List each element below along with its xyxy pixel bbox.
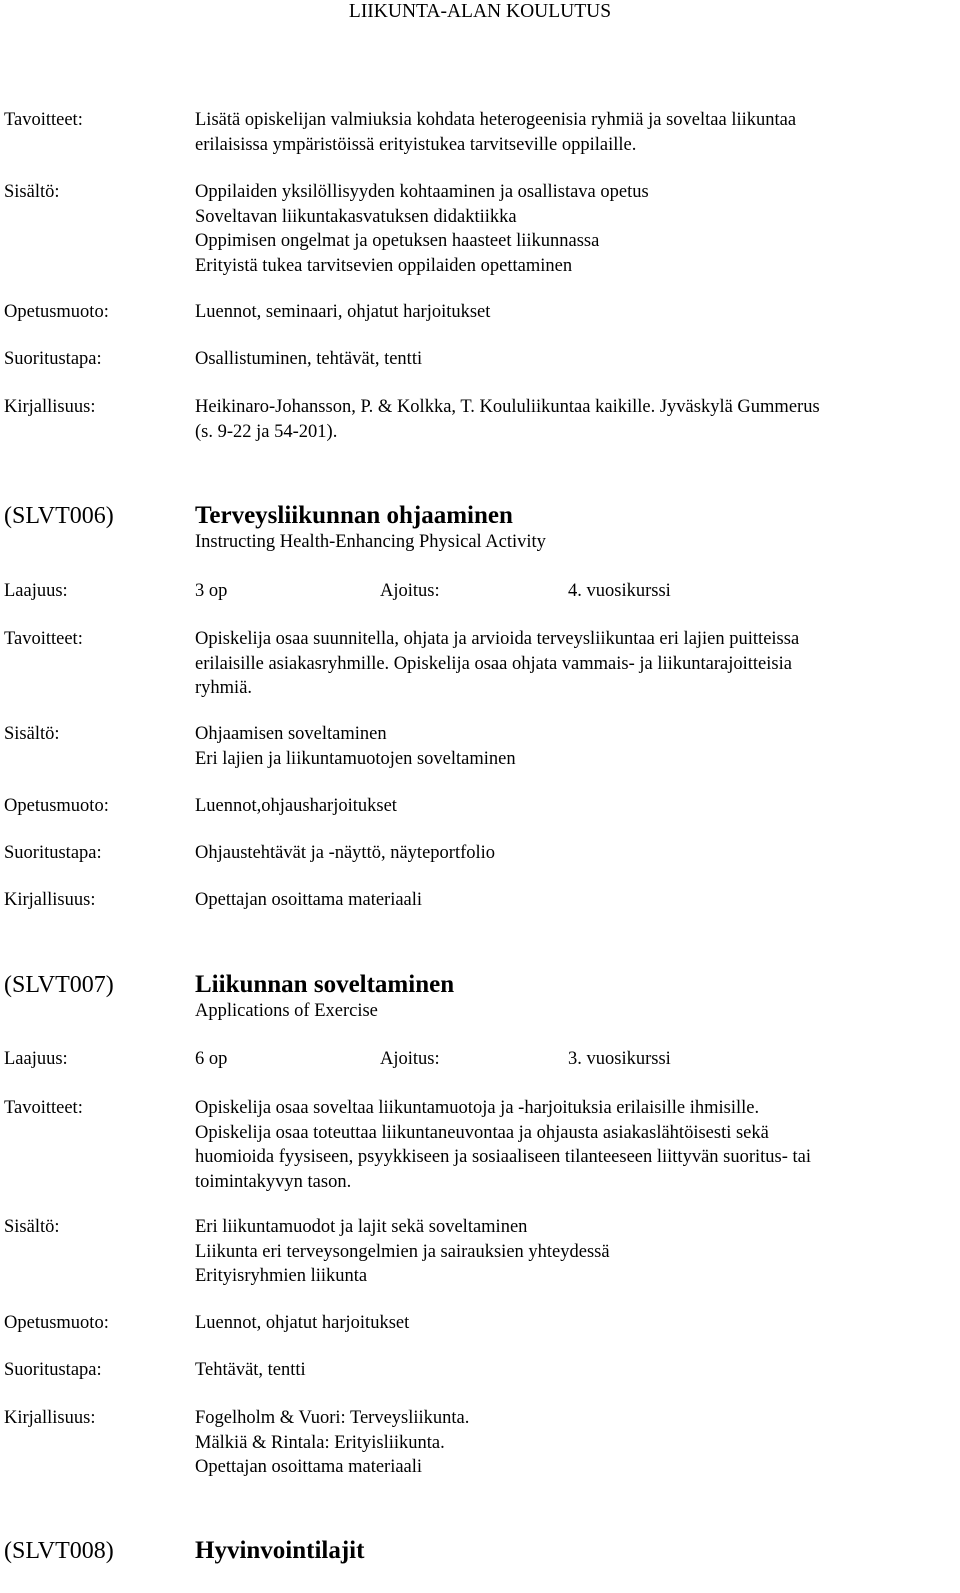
sisalto-item: Liikunta eri terveysongelmien ja sairauksien yhteydessä: [195, 1241, 610, 1262]
page-header: LIIKUNTA-ALAN KOULUTUS: [348, 1, 612, 22]
laajuus-label: Laajuus:: [4, 1049, 68, 1069]
tavoitteet-value: [195, 1096, 955, 1194]
sisalto-value: [195, 722, 955, 771]
laajuus-value: 3 op: [195, 581, 228, 601]
kirjallisuus-line: Heikinaro-Johansson, P. & Kolkka, T. Koululiikuntaa kaikille. Jyväskylä Gummerus: [195, 397, 820, 417]
kirjallisuus-line: (s. 9-22 ja 54-201).: [195, 421, 338, 442]
opetusmuoto-label: Opetusmuoto:: [4, 302, 109, 322]
sisalto-item: Eri lajien ja liikuntamuotojen soveltaminen: [195, 748, 516, 769]
kirjallisuus-label: Kirjallisuus:: [4, 1408, 96, 1428]
sisalto-item: Oppimisen ongelmat ja opetuksen haasteet liikunnassa: [195, 231, 600, 251]
kirjallisuus-label: Kirjallisuus:: [4, 890, 96, 910]
sisalto-label: Sisältö:: [4, 182, 60, 202]
tavoitteet-value: [195, 627, 955, 701]
sisalto-value: [195, 180, 955, 278]
sisalto-item: Ohjaamisen soveltaminen: [195, 724, 387, 744]
kirjallisuus-line: Opettajan osoittama materiaali: [195, 1457, 423, 1477]
laajuus-label: Laajuus:: [4, 581, 68, 601]
course-heading-slvt006: [4, 502, 956, 560]
tavoitteet-label: Tavoitteet:: [4, 110, 83, 130]
tavoitteet-line: huomioida fyysiseen, psyykkiseen ja sosiaaliseen tilanteeseen liittyvän suoritus- tai: [195, 1147, 812, 1167]
suoritustapa-value: Osallistuminen, tehtävät, tentti: [195, 349, 423, 369]
tavoitteet-line: Opiskelija osaa suunnitella, ohjata ja arvioida terveysliikuntaa eri lajien puitteissa: [195, 629, 800, 649]
suoritustapa-label: Suoritustapa:: [4, 1360, 102, 1380]
laajuus-value: 6 op: [195, 1049, 228, 1069]
suoritustapa-label: Suoritustapa:: [4, 843, 102, 863]
sisalto-item: Erityisryhmien liikunta: [195, 1266, 368, 1286]
suoritustapa-value: Ohjaustehtävät ja -näyttö, näyteportfolio: [195, 843, 496, 863]
course-subtitle: Instructing Health-Enhancing Physical Activity: [195, 532, 546, 552]
kirjallisuus-value: [195, 1406, 955, 1480]
suoritustapa-label: Suoritustapa:: [4, 349, 102, 369]
course-title: Liikunnan soveltaminen: [195, 971, 455, 998]
sisalto-item: Eri liikuntamuodot ja lajit sekä soveltaminen: [195, 1217, 528, 1237]
tavoitteet-line: Lisätä opiskelijan valmiuksia kohdata heterogeenisia ryhmiä ja soveltaa liikuntaa: [195, 110, 797, 130]
course-subtitle: Applications of Exercise: [195, 1001, 378, 1021]
kirjallisuus-value: [195, 395, 955, 444]
course-heading-slvt008: [4, 1537, 956, 1567]
opetusmuoto-value: Luennot, ohjatut harjoitukset: [195, 1313, 410, 1333]
sisalto-item: Soveltavan liikuntakasvatuksen didaktiikka: [195, 206, 517, 227]
course-title: Terveysliikunnan ohjaaminen: [195, 502, 513, 529]
tavoitteet-line: ryhmiä.: [195, 678, 253, 698]
tavoitteet-line: erilaisissa ympäristöissä erityistukea tarvitseville oppilaille.: [195, 134, 637, 155]
kirjallisuus-line: Mälkiä & Rintala: Erityisliikunta.: [195, 1432, 445, 1453]
kirjallisuus-label: Kirjallisuus:: [4, 397, 96, 417]
course-code: (SLVT006): [4, 503, 114, 529]
opetusmuoto-value: Luennot, seminaari, ohjatut harjoitukset: [195, 302, 491, 322]
ajoitus-value: 4. vuosikurssi: [568, 581, 671, 601]
kirjallisuus-line: Fogelholm & Vuori: Terveysliikunta.: [195, 1408, 470, 1428]
course-code: (SLVT007): [4, 972, 114, 998]
sisalto-label: Sisältö:: [4, 724, 60, 744]
sisalto-item: Oppilaiden yksilöllisyyden kohtaaminen ja osallistava opetus: [195, 182, 649, 202]
course-title: Hyvinvointilajit: [195, 1537, 365, 1564]
opetusmuoto-label: Opetusmuoto:: [4, 796, 109, 816]
ajoitus-label: Ajoitus:: [380, 581, 440, 601]
opetusmuoto-label: Opetusmuoto:: [4, 1313, 109, 1333]
tavoitteet-line: Opiskelija osaa toteuttaa liikuntaneuvontaa ja ohjausta asiakaslähtöisesti sekä: [195, 1122, 769, 1143]
sisalto-item: Erityistä tukea tarvitsevien oppilaiden opettaminen: [195, 255, 573, 276]
sisalto-value: [195, 1215, 955, 1289]
tavoitteet-label: Tavoitteet:: [4, 629, 83, 649]
tavoitteet-label: Tavoitteet:: [4, 1098, 83, 1118]
tavoitteet-line: Opiskelija osaa soveltaa liikuntamuotoja ja -harjoituksia erilaisille ihmisille.: [195, 1098, 760, 1118]
tavoitteet-line: toimintakyvyn tason.: [195, 1171, 352, 1192]
course-code: (SLVT008): [4, 1538, 114, 1564]
tavoitteet-line: erilaisille asiakasryhmille. Opiskelija osaa ohjata vammais- ja liikuntarajoitteisia: [195, 653, 792, 674]
opetusmuoto-value: Luennot,ohjausharjoitukset: [195, 796, 397, 816]
sisalto-label: Sisältö:: [4, 1217, 60, 1237]
ajoitus-value: 3. vuosikurssi: [568, 1049, 671, 1069]
ajoitus-label: Ajoitus:: [380, 1049, 440, 1069]
course-heading-slvt007: [4, 971, 956, 1029]
kirjallisuus-value: Opettajan osoittama materiaali: [195, 890, 423, 910]
suoritustapa-value: Tehtävät, tentti: [195, 1360, 306, 1380]
tavoitteet-value: [195, 108, 955, 157]
